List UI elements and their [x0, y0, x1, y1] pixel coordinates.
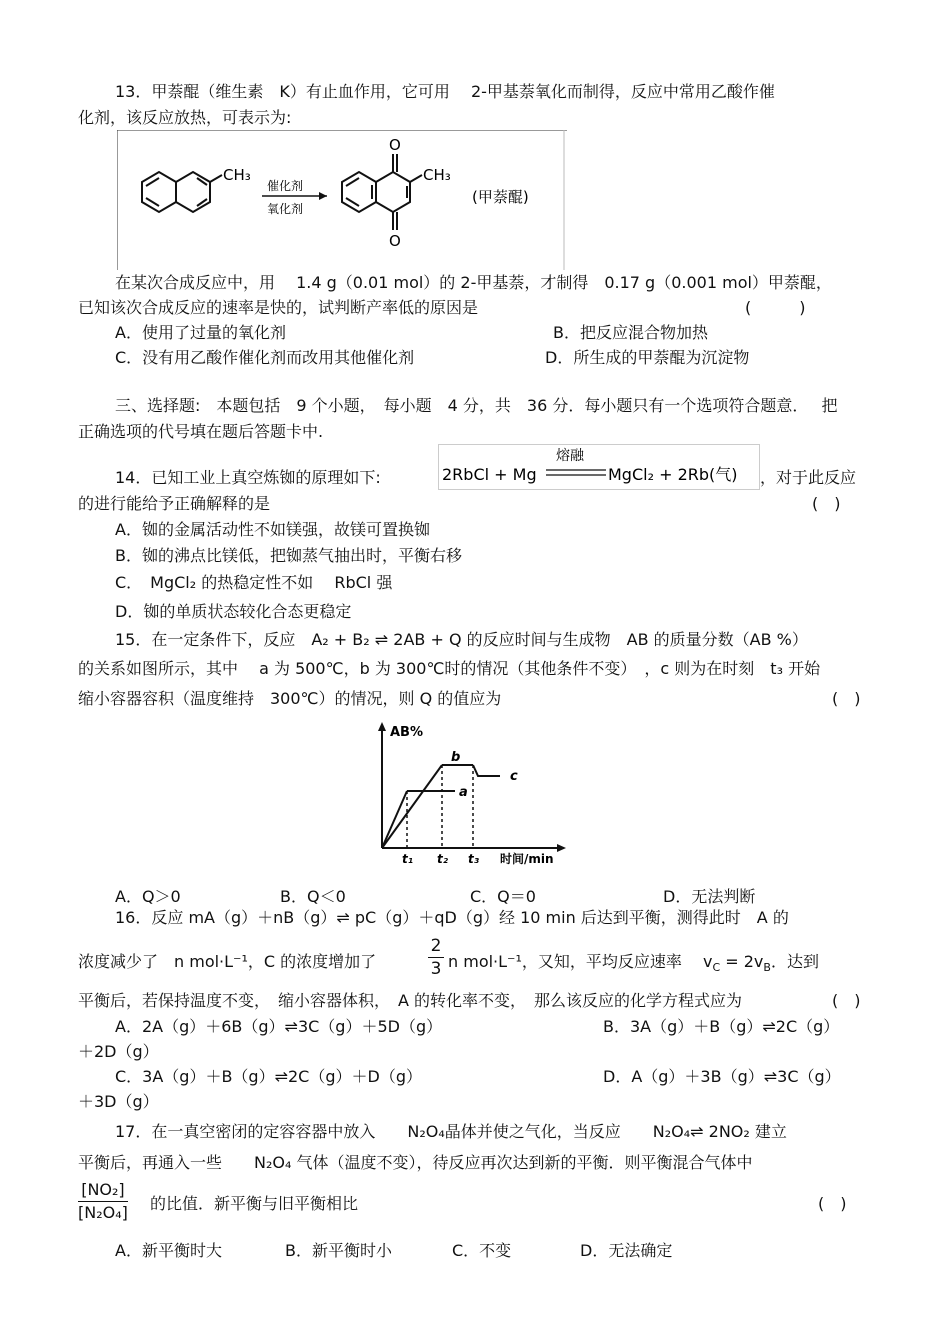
q16-answer-paren: ( ) [832, 991, 861, 1010]
q17-option-d: D．无法确定 [580, 1241, 673, 1260]
q14-option-b: B．铷的沸点比镁低，把铷蒸气抽出时，平衡右移 [115, 546, 462, 565]
q13-option-d: D．所生成的甲萘醌为沉淀物 [545, 348, 750, 367]
cond-catalyst: 催化剂 [267, 179, 304, 193]
curve-a-label: a [459, 785, 468, 800]
q17-frac-num: [NO₂] [81, 1180, 125, 1199]
q16-stem-line2-rate [448, 952, 819, 978]
q17-option-a: A．新平衡时大 [115, 1241, 222, 1260]
q13-option-c: C．没有用乙酸作催化剂而改用其他催化剂 [115, 348, 415, 367]
tick-t3: t₃ [468, 852, 479, 866]
q16-stem-line3: 平衡后，若保持温度不变， 缩小容器体积， A 的转化率不变， 那么该反应的化学方程式应为 [78, 991, 743, 1010]
q17-stem-line2: 平衡后，再通入一些 N₂O₄ 气体（温度不变），待反应再次达到新的平衡．则平衡混合气体中 [78, 1153, 753, 1172]
reactant-ch3: CH₃ [223, 166, 251, 184]
product-ch3: CH₃ [423, 166, 451, 184]
tick-t2: t₂ [437, 852, 448, 866]
eq-left: 2RbCl + Mg [442, 465, 537, 484]
q16-stem-line2a: 浓度减少了 n mol·L⁻¹，C 的浓度增加了 [78, 952, 377, 971]
q16-sub-c: C [712, 961, 721, 975]
q16-rate-text: n mol·L⁻¹，又知，平均反应速率 v [448, 952, 713, 971]
q15-option-d: D．无法判断 [663, 887, 756, 906]
q16-option-b: B．3A（g）＋B（g）⇌2C（g） [603, 1017, 840, 1036]
x-axis-label: 时间/min [500, 852, 554, 866]
curve-c-label: c [510, 769, 518, 784]
q13-answer-paren: ( ) [745, 298, 806, 317]
q14-option-c: C． MgCl₂ 的热稳定性不如 RbCl 强 [115, 573, 393, 592]
section3-instructions-line2: 正确选项的代号填在题后答题卡中. [78, 422, 324, 441]
q15-option-c: C．Q＝0 [470, 887, 536, 906]
q16-option-d: D．A（g）＋3B（g）⇌3C（g） [603, 1067, 841, 1086]
q17-stem-line3: 的比值．新平衡与旧平衡相比 [150, 1194, 359, 1213]
q14-answer-paren: ( ) [812, 494, 841, 513]
curve-b-label: b [451, 750, 461, 765]
q17-stem-line1: 17．在一真空密闭的定容容器中放入 N₂O₄晶体并使之气化，当反应 N₂O₄⇌ 2NO₂ 建立 [115, 1122, 787, 1141]
eq-condition: 熔融 [556, 448, 584, 464]
q13-stem-line1: 13．甲萘醌（维生素 K）有止血作用，它可用 2-甲基萘氧化而制得，反应中常用乙酸作催 [115, 82, 775, 101]
q15-stem-line3: 缩小容器容积（温度维持 300℃）的情况，则 Q 的值应为 [78, 689, 502, 708]
q13-option-a: A．使用了过量的氧化剂 [115, 323, 286, 342]
q15-ab-time-graph [360, 718, 575, 873]
q16-option-a: A．2A（g）＋6B（g）⇌3C（g）＋5D（g） [115, 1017, 443, 1036]
q15-answer-paren: ( ) [832, 689, 861, 708]
methylnaphthalene-structure [142, 172, 222, 212]
q17-option-b: B．新平衡时小 [285, 1241, 392, 1260]
menadione-structure [342, 154, 422, 230]
q16-fraction [428, 936, 444, 979]
product-label: (甲萘醌) [472, 188, 529, 206]
q16-stem-line1: 16．反应 mA（g）＋nB（g）⇌ pC（g）＋qD（g）经 10 min 后达到平衡，测得此时 A 的 [115, 908, 789, 927]
q15-stem-line2: 的关系如图所示，其中 a 为 500℃，b 为 300℃时的情况（其他条件不变） ，c 则为在时刻 t₃ 开始 [78, 659, 821, 678]
q13-stem-line2: 化剂，该反应放热，可表示为: [78, 108, 292, 127]
q16-frac-num: 2 [430, 936, 442, 956]
q14-stem-tail: ，对于此反应 [760, 468, 857, 487]
section3-instructions-line1: 三、选择题: 本题包括 9 个小题， 每小题 4 分，共 36 分．每小题只有一个选项符合题意． 把 [115, 396, 838, 415]
oxygen-bottom: O [389, 232, 401, 250]
q13-option-b: B．把反应混合物加热 [553, 323, 708, 342]
q13-stem-line4: 已知该次合成反应的速率是快的，试判断产率低的原因是 [78, 298, 479, 317]
q14-option-d: D．铷的单质状态较化合态更稳定 [115, 602, 352, 621]
q16-rate-eq: = 2v [720, 952, 764, 971]
q15-option-b: B．Q＜0 [280, 887, 346, 906]
q14-option-a: A．铷的金属活动性不如镁强，故镁可置换铷 [115, 520, 430, 539]
q16-option-c: C．3A（g）＋B（g）⇌2C（g）＋D（g） [115, 1067, 422, 1086]
curve-c [473, 765, 500, 776]
y-axis-label: AB% [390, 725, 423, 740]
q13-reaction-scheme [117, 130, 567, 270]
q16-option-d-cont: ＋3D（g） [78, 1092, 159, 1111]
curve-b-rise [382, 765, 442, 848]
q16-rate-tail: ．达到 [770, 952, 819, 971]
q17-option-c: C．不变 [452, 1241, 512, 1260]
q15-stem-line1: 15．在一定条件下，反应 A₂ + B₂ ⇌ 2AB + Q 的反应时间与生成物 AB 的质量分数（AB %） [115, 630, 808, 649]
q17-answer-paren: ( ) [818, 1194, 847, 1213]
oxygen-top: O [389, 136, 401, 154]
tick-t1: t₁ [402, 852, 413, 866]
q13-stem-line3: 在某次合成反应中，用 1.4 g（0.01 mol）的 2-甲基萘，才制得 0.17 g（0.001 mol）甲萘醌， [115, 273, 832, 292]
q16-option-b-cont: ＋2D（g） [78, 1042, 159, 1061]
eq-right: MgCl₂ + 2Rb(气) [608, 465, 738, 484]
q14-equation [438, 444, 760, 490]
q17-fraction [78, 1180, 128, 1223]
q14-stem-line1: 14．已知工业上真空炼铷的原理如下: [115, 468, 381, 487]
q15-option-a: A．Q＞0 [115, 887, 181, 906]
q16-sub-b: B [763, 961, 771, 975]
q17-frac-den: [N₂O₄] [78, 1203, 128, 1222]
cond-oxidant: 氧化剂 [267, 202, 304, 216]
q14-stem-line2: 的进行能给予正确解释的是 [78, 494, 271, 513]
q16-frac-den: 3 [430, 959, 442, 979]
